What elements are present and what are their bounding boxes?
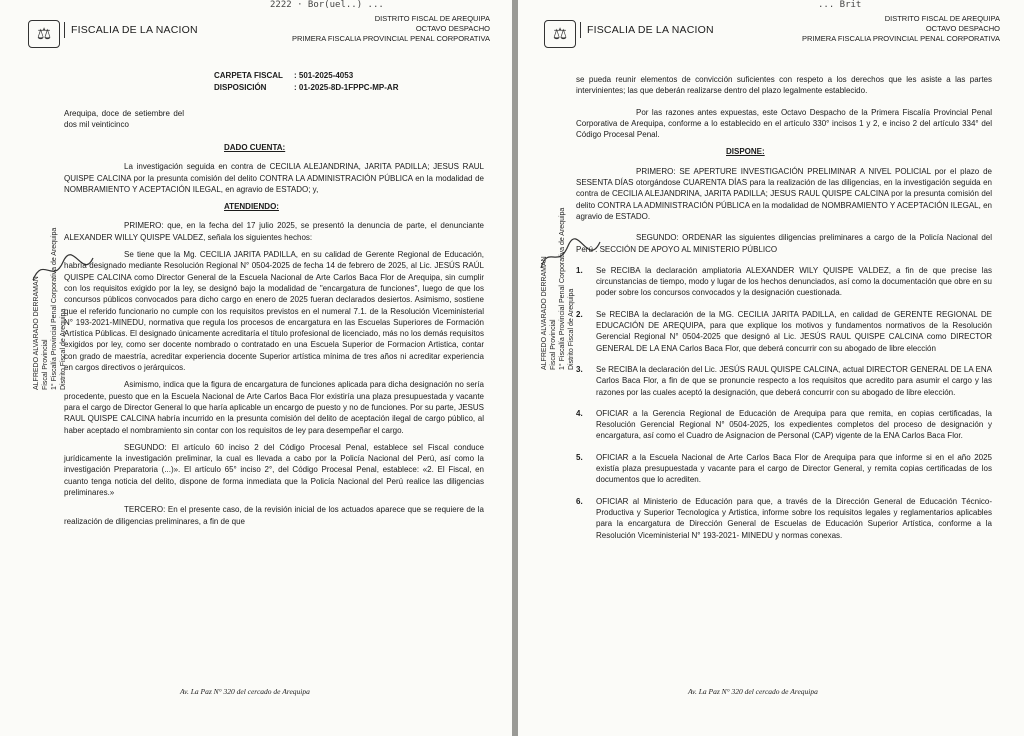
stamp-line: 1° Fiscalía Provincial Penal Corporativa de Arequipa xyxy=(559,207,566,370)
list-item xyxy=(576,265,992,299)
list-item xyxy=(576,309,992,354)
header-office xyxy=(292,14,490,44)
paragraph-hechos: Se tiene que la Mg. CECILIA JARITA PADILLA, en su calidad de Gerente Regional de Educación, habría designado mediante Resolución Regional N° 0504-2025 de fecha 14 de febrero de 2025, al Lic. JESÚS RAÚL QUISPE CALCINA como Director General de la Escuela Nacional de Arte Carlos Baca Flor de Arequipa, sin cumplir con los requisitos exigido por la ley, se designó bajo la modalidad de "encargatura de funciones", luego de que los concursos públicos convocados para dicho cargo en enero de 2025 fueran declarados desiertos. Asimismo, sostiene que el referido funcionario no cumple con los requisitos previstos en el numeral 7.1. de la Resolución Viceministerial N° 193-2021-MINEDU, normativa que regula los procesos de encargatura en las Escuelas Superiores de Formación Artística Públicas. El designado únicamente acreditaría el título profesional de licenciado, más no los demás requisitos exigidos por ley, como ser docente nombrado o contratado en una Escuela Superior de Formacion Artistica, contar con grado de maestría, acreditar experiencia docente Superior artística mínima de tres años ni acreditar experiencia en cargos directivos o jerárquicos. xyxy=(64,250,484,373)
paragraph-dispone-segundo: SEGUNDO: ORDENAR las siguientes diligencias preliminares a cargo de la Policía Nacional del Perú : SECCIÓN DE APOYO AL MINISTERIO PÚBLICO xyxy=(576,233,992,254)
stamp-line: Distrito Fiscal de Arequipa xyxy=(60,308,67,390)
page-footer: Av. La Paz N° 320 del cercado de Arequipa xyxy=(180,687,310,696)
paragraph-razones: Por las razones antes expuestas, este Octavo Despacho de la Primera Fiscalía Provincial Penal Corporativa de Arequipa, conforme a lo establecido en el artículo 330° incisos 1 y 2, e inciso 2 del artículo 334° del Código Procesal Penal. xyxy=(576,107,992,140)
top-scribble: ... Brit xyxy=(818,0,862,10)
paragraph-dispone-primero: PRIMERO: SE APERTURE INVESTIGACIÓN PRELIMINAR A NIVEL POLICIAL por el plazo de SESENTA DÍAS otorgándose CUARENTA DÍAS para la realización de las diligencias, en la investigación seguida en contra de CECILIA ALEJANDRINA, JARITA PADILLA; JESUS RAUL QUISPE CALCINA por la presunta comisión del delito CONTRA LA ADMINISTRACIÓN PÚBLICA en la modalidad de NOMBRAMIENTO Y ACEPTACIÓN ILEGAL, en agravio de ESTADO. xyxy=(576,166,992,221)
stamp-line: 1° Fiscalía Provincial Penal Corporativa de Arequipa xyxy=(51,227,58,390)
stamp-line: Fiscal Provincial xyxy=(42,339,49,390)
dado-cuenta-heading: DADO CUENTA: xyxy=(224,143,286,152)
header-office-line: OCTAVO DESPACHO xyxy=(925,24,1000,33)
list-item xyxy=(576,408,992,442)
item-number: 3. xyxy=(576,364,583,374)
paragraph-continuation: se pueda reunir elementos de convicción suficientes con respeto a los derechos que les asiste a las partes intervinientes; las que deberán realizarse dentro del plazo legalmente establecido. xyxy=(576,75,992,96)
disposicion-label: DISPOSICIÓN xyxy=(214,83,267,92)
item-text: Se RECIBA la declaración de la MG. CECILIA JARITA PADILLA, en calidad de GERENTE REGIONAL DE EDUCACIÓN DE AREQUIPA, para que explique los motivos y fundamentos normativos de la Resolución Gerencial Regional N° 0504-2025 que designó al Lic. JESÚS RAUL QUISPE CALCINA como DIRECTOR GENERAL DE LA ENA Carlos Baca Flor, que deberá concurrir con su abogado de libre elección xyxy=(596,309,992,353)
header-office xyxy=(802,14,1000,44)
top-scribble: 2222 · Bor(uel..) ... xyxy=(270,0,384,10)
item-number: 4. xyxy=(576,408,583,418)
paragraph-tercero: TERCERO: En el presente caso, de la revisión inicial de los actuados aparece que se requiere de la realización de diligencias preliminares, a fin de que xyxy=(64,505,484,526)
disposicion-value: : 01-2025-8D-1FPPC-MP-AR xyxy=(294,83,399,92)
paragraph-primero: PRIMERO: que, en la fecha del 17 julio 2025, se presentó la denuncia de parte, el denunciante ALEXANDER WILLY QUISPE VALDEZ, señala los siguientes hechos: xyxy=(64,221,484,242)
seal-icon: ⚖ xyxy=(28,20,60,48)
carpeta-label: CARPETA FISCAL xyxy=(214,71,283,80)
header-office-line: OCTAVO DESPACHO xyxy=(415,24,490,33)
list-item xyxy=(576,364,992,398)
seal-icon: ⚖ xyxy=(544,20,576,48)
right-body xyxy=(576,74,992,551)
header-office-line: DISTRITO FISCAL DE AREQUIPA xyxy=(884,14,1000,23)
item-number: 6. xyxy=(576,496,583,506)
item-text: Se RECIBA la declaración del Lic. JESÚS RAUL QUISPE CALCINA, actual DIRECTOR GENERAL DE LA ENA Carlos Baca Flor, a fin de que se pronuncie respecto a los requisitos que acredito para asumir el cargo y las razones por las cuales aceptó la designación, que deberá concurrir con su abogado de libre elección. xyxy=(596,364,992,397)
paragraph-segundo: SEGUNDO: El artículo 60 inciso 2 del Código Procesal Penal, establece sel Fiscal conduce jurídicamente la investigación preliminar, la cual es llevada a cabo por la Policía Nacional del Perú, así como la investigación Preparatoria (...)». El artículo 65° inciso 2°, del Código Procesal Penal, establece: «2. El Fiscal, en cuanto tenga noticia del delito, dispone de forma inmediata que la Policía Nacional del Perú realice las diligencias preliminares.» xyxy=(64,442,484,498)
header-title: FISCALIA DE LA NACION xyxy=(580,22,714,38)
paragraph-investigacion: La investigación seguida en contra de CECILIA ALEJANDRINA, JARITA PADILLA; JESUS RAUL QUISPE CALCINA por la presunta comisión del delito CONTRA LA ADMINISTRACIÓN PÚBLICA en la modalidad de NOMBRAMIENTO Y ACEPTACIÓN ILEGAL, en agravio de ESTADO; y, xyxy=(64,162,484,194)
stamp-line: Fiscal Provincial xyxy=(550,319,557,370)
page-right xyxy=(518,0,1024,736)
header-title: FISCALIA DE LA NACION xyxy=(64,22,198,38)
document-date: Arequipa, doce de setiembre del dos mil veinticinco xyxy=(64,109,184,130)
left-body xyxy=(64,142,484,533)
header-office-line: PRIMERA FISCALIA PROVINCIAL PENAL CORPORATIVA xyxy=(802,34,1000,43)
list-item xyxy=(576,496,992,541)
item-text: OFICIAR al Ministerio de Educación para que, a través de la Dirección General de Educación Técnico-Productiva y Superior Tecnologica y Artistica, informe sobre los requisitos legales y reglamentarios aplicables para la encargatura de Dirección General de Escuelas de Educación Superior Artística, conforme a la Resolución Viceministerial N° 193-2021- MINEDU y normas conexas. xyxy=(596,496,992,540)
list-item xyxy=(576,452,992,486)
item-text: OFICIAR a la Gerencia Regional de Educación de Arequipa para que remita, en copias certificadas, la Resolución Gerencial Regional N° 0504-2025, los expedientes completos del proceso de designación y encargatura, así como el Cuadro de Asignacion de Personal (CAP) vigente de la ENA Carlos Baca Flor. xyxy=(596,408,992,441)
item-text: Se RECIBA la declaración ampliatoria ALEXANDER WILY QUISPE VALDEZ, a fin de que precise las circunstancias de tiempo, modo y lugar de los hechos denunciados, así como la documentación que obre en su poder sobre los concursos convocados y la designación cuestionada. xyxy=(596,265,992,298)
paragraph-asimismo: Asimismo, indica que la figura de encargatura de funciones aplicada para dicha designación no sería procedente, puesto que en la Escuela Nacional de Arte Carlos Baca Flor existiría una plaza presupuestada y vacante para el cargo de Director General lo que haría aplicable un encargo de puesto y no de funciones. Por su parte, JESUS RAUL QUISPE CALCINA habría incurrido en la presunta comisión del delito de aceptación ilegal de cargo público, al haber aceptado el nombramiento sin contar con los requisitos de ley para desempeñar el cargo. xyxy=(64,380,484,435)
stamp-line: ALFREDO ALVARADO DERRAMAN xyxy=(541,256,548,370)
header-office-line: DISTRITO FISCAL DE AREQUIPA xyxy=(374,14,490,23)
item-text: OFICIAR a la Escuela Nacional de Arte Carlos Baca Flor de Arequipa para que informe si en el año 2025 existía plaza presupuestada y vacante para el cargo de Director General, y remita copias certificadas de los documentos que lo acrediten. xyxy=(596,452,992,485)
page-footer: Av. La Paz N° 320 del cercado de Arequipa xyxy=(688,687,818,696)
stamp-line: ALFREDO ALVARADO DERRAMAN xyxy=(33,276,40,390)
stamp-line: Distrito Fiscal de Arequipa xyxy=(568,288,575,370)
item-number: 2. xyxy=(576,309,583,319)
diligencias-list xyxy=(576,265,992,541)
carpeta-value: : 501-2025-4053 xyxy=(294,71,354,80)
header-office-line: PRIMERA FISCALIA PROVINCIAL PENAL CORPORATIVA xyxy=(292,34,490,43)
atendiendo-heading: ATENDIENDO: xyxy=(224,202,279,212)
item-number: 1. xyxy=(576,265,583,275)
file-reference xyxy=(214,70,484,94)
item-number: 5. xyxy=(576,452,583,462)
dispone-heading: DISPONE: xyxy=(726,147,765,157)
official-stamp xyxy=(540,208,576,370)
